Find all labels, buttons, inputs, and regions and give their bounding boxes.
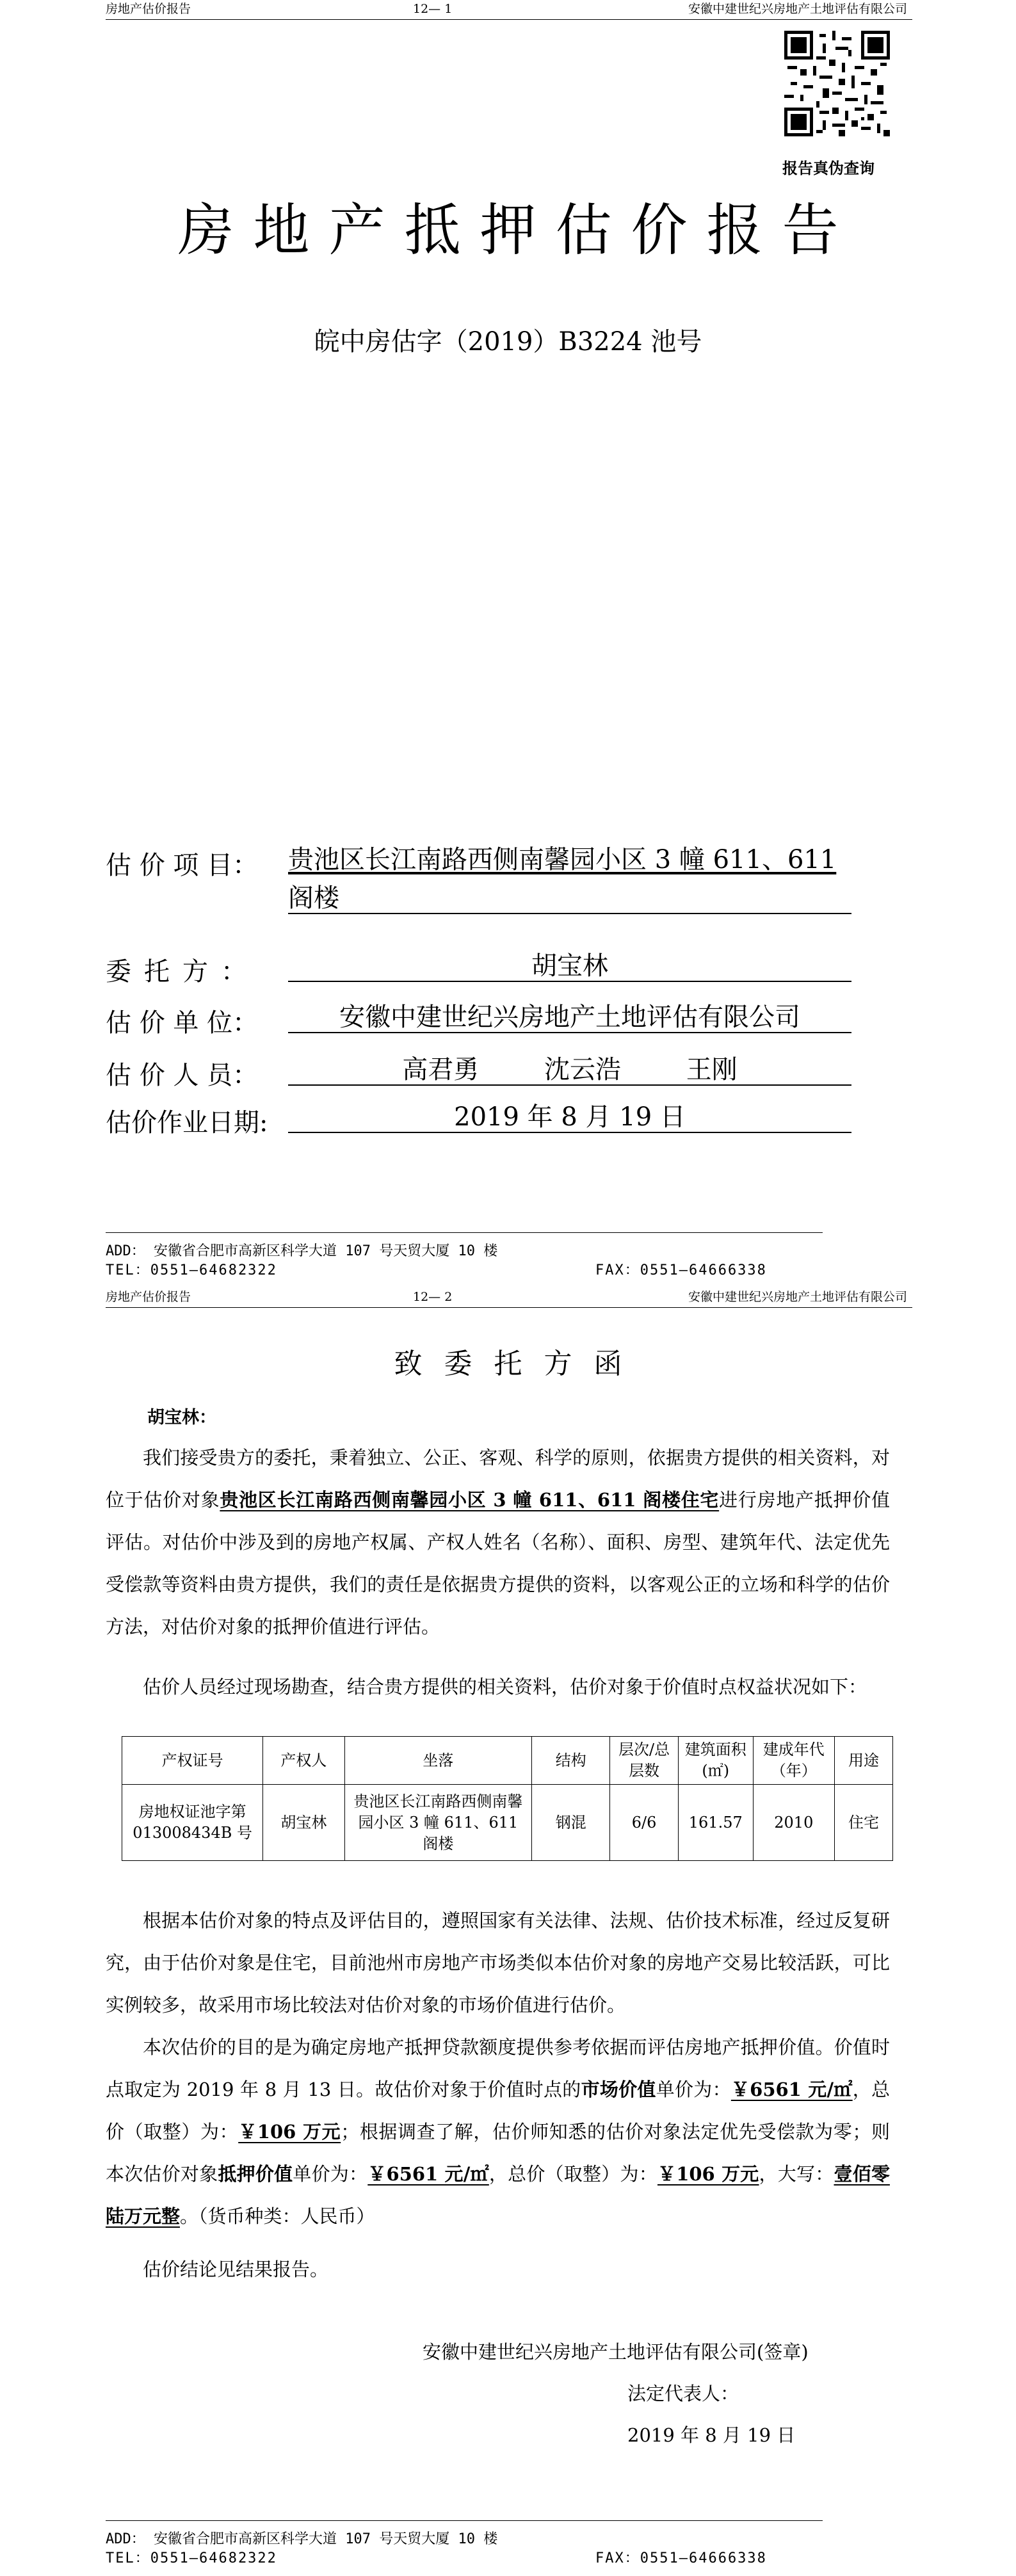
field-date-value: 2019 年 8 月 19 日: [288, 1102, 851, 1133]
p4-text: ，总价（取整）为：: [106, 2079, 890, 2143]
field-appraisers: [106, 1055, 861, 1093]
table-header-cell: 建筑面积(㎡): [678, 1737, 753, 1785]
qr-caption: 报告真伪查询: [782, 159, 875, 177]
table-cell: 2010: [753, 1785, 834, 1861]
footer-rule: [106, 2520, 823, 2521]
p4-text: 。（货币种类：人民币）: [180, 2205, 375, 2227]
table-row: [122, 1785, 893, 1861]
letter-title: 致委托方函: [394, 1348, 644, 1380]
p4-text: 单价为：: [293, 2163, 368, 2185]
table-header-cell: 产权证号: [122, 1737, 263, 1785]
table-cell: 6/6: [610, 1785, 679, 1861]
table-header-cell: 层次/总层数: [610, 1737, 679, 1785]
signature-company: 安徽中建世纪兴房地产土地评估有限公司(签章): [423, 2341, 809, 2363]
letter-paragraph-4: [106, 2026, 890, 2237]
header-left: 房地产估价报告: [106, 2, 191, 16]
table-header-cell: 结构: [532, 1737, 610, 1785]
field-client: [106, 951, 861, 990]
letter-paragraph-2: 估价人员经过现场勘查，结合贵方提供的相关资料，估价对象于价值时点权益状况如下：: [143, 1676, 867, 1698]
p4-text: 单价为：: [656, 2079, 731, 2100]
table-header-row: [122, 1737, 893, 1785]
qr-code-icon[interactable]: [784, 31, 890, 136]
field-appraisers-value: 高君勇 沈云浩 王刚: [288, 1055, 851, 1086]
p4-market-value-term: 市场价值: [581, 2079, 656, 2100]
field-client-value: 胡宝林: [288, 951, 851, 982]
table-cell: 房地权证池字第 013008434B 号: [122, 1785, 263, 1861]
footer-rule: [106, 1232, 823, 1233]
p4-mortgage-unit-price: ￥6561 元/㎡: [367, 2163, 489, 2185]
letter-paragraph-5: 估价结论见结果报告。: [143, 2258, 329, 2280]
p4-text: 本次估价的目的是为确定房地产抵押贷款额度提供参考依据而评估房地产抵押价值。价值时点取定为 2019 年 8 月 13 日。故估价对象于价值时点的: [106, 2036, 890, 2100]
footer-fax: FAX：0551—64666338: [595, 2550, 767, 2566]
field-project-label: 估 价 项 目：: [106, 851, 259, 880]
header-page-number: 12— 1: [413, 2, 453, 16]
field-appraiser-company-value: 安徽中建世纪兴房地产土地评估有限公司: [288, 1002, 851, 1033]
page-footer: [106, 1232, 823, 1287]
report-title: 房地产抵押估价报告: [177, 197, 858, 263]
letter-salutation: 胡宝林：: [147, 1408, 216, 1428]
field-date-label: 估价作业日期:: [106, 1108, 268, 1138]
p4-text: ；根据调查了解，估价师知悉的估价对象法定优先受偿款为零；则本次估价对象: [106, 2121, 890, 2185]
field-date: [106, 1102, 861, 1141]
footer-address: ADD： 安徽省合肥市高新区科学大道 107 号天贸大厦 10 楼: [106, 1243, 498, 1259]
page-header: [106, 1288, 912, 1308]
p4-market-total: ￥106 万元: [238, 2121, 341, 2143]
field-project: [106, 845, 861, 935]
footer-fax: FAX：0551—64666338: [595, 1262, 767, 1278]
p4-mortgage-value-term: 抵押价值: [218, 2163, 293, 2185]
field-client-label: 委托方：: [106, 957, 259, 986]
letter-page: [0, 1288, 1016, 2576]
p4-market-unit-price: ￥6561 元/㎡: [730, 2079, 853, 2100]
field-appraisers-label: 估 价 人 员：: [106, 1061, 259, 1090]
footer-address: ADD： 安徽省合肥市高新区科学大道 107 号天贸大厦 10 楼: [106, 2531, 498, 2547]
p4-text: ，总价（取整）为：: [488, 2163, 657, 2185]
table-header-cell: 建成年代（年）: [753, 1737, 834, 1785]
header-page-number: 12— 2: [413, 1290, 453, 1304]
letter-paragraph-1: [106, 1437, 890, 1648]
signature-date: 2019 年 8 月 19 日: [627, 2424, 796, 2446]
letter-paragraph-3: 根据本估价对象的特点及评估目的，遵照国家有关法律、法规、估价技术标准，经过反复研究，由于估价对象是住宅，目前池州市房地产市场类似本估价对象的房地产交易比较活跃，可比实例较多，故采用市场比较法对估价对象的市场价值进行估价。: [106, 1910, 890, 2016]
table-header-cell: 坐落: [344, 1737, 532, 1785]
p1-property-address: 贵池区长江南路西侧南馨园小区 3 幢 611、611 阁楼住宅: [220, 1489, 720, 1511]
p1-text-c: 进行房地产抵押价值评估。对估价中涉及到的房地产权属、产权人姓名（名称）、面积、房型、建筑年代、法定优先受偿款等资料由贵方提供，我们的责任是依据贵方提供的资料，以客观公正的立场和科学的估价方法，对估价对象的抵押价值进行评估。: [106, 1489, 890, 1638]
signature-legal-rep: 法定代表人：: [627, 2383, 739, 2404]
table-cell: 161.57: [678, 1785, 753, 1861]
table-header-cell: 用途: [834, 1737, 892, 1785]
field-appraiser-company: [106, 1002, 861, 1041]
field-project-value-line2: 阁楼: [288, 883, 851, 914]
p4-text: ，大写：: [759, 2163, 834, 2185]
p4-total-in-words: 壹佰零陆万元整: [106, 2163, 890, 2227]
report-number: 皖中房估字（2019）B3224 池号: [314, 327, 702, 357]
footer-tel: TEL：0551—64682322: [106, 1262, 277, 1278]
table-header-cell: 产权人: [263, 1737, 344, 1785]
table-cell: 贵池区长江南路西侧南馨园小区 3 幢 611、611 阁楼: [344, 1785, 532, 1861]
header-left: 房地产估价报告: [106, 1290, 191, 1304]
rights-table: [122, 1736, 893, 1861]
header-company: 安徽中建世纪兴房地产土地评估有限公司: [688, 2, 907, 16]
header-company: 安徽中建世纪兴房地产土地评估有限公司: [688, 1290, 907, 1304]
p4-mortgage-total: ￥106 万元: [657, 2163, 759, 2185]
field-project-value-line1: 贵池区长江南路西侧南馨园小区 3 幢 611、611: [288, 845, 837, 874]
p1-text-a: 我们接受贵方的委托，秉着独立、公正、客观、科学的原则，依据贵方提供的相关资料，对位于估价对象: [106, 1447, 890, 1511]
table-cell: 住宅: [834, 1785, 892, 1861]
field-appraiser-company-label: 估 价 单 位：: [106, 1008, 259, 1038]
footer-tel: TEL：0551—64682322: [106, 2550, 277, 2566]
table-cell: 钢混: [532, 1785, 610, 1861]
page-header: [106, 0, 912, 20]
table-cell: 胡宝林: [263, 1785, 344, 1861]
page-footer: [106, 2520, 823, 2575]
